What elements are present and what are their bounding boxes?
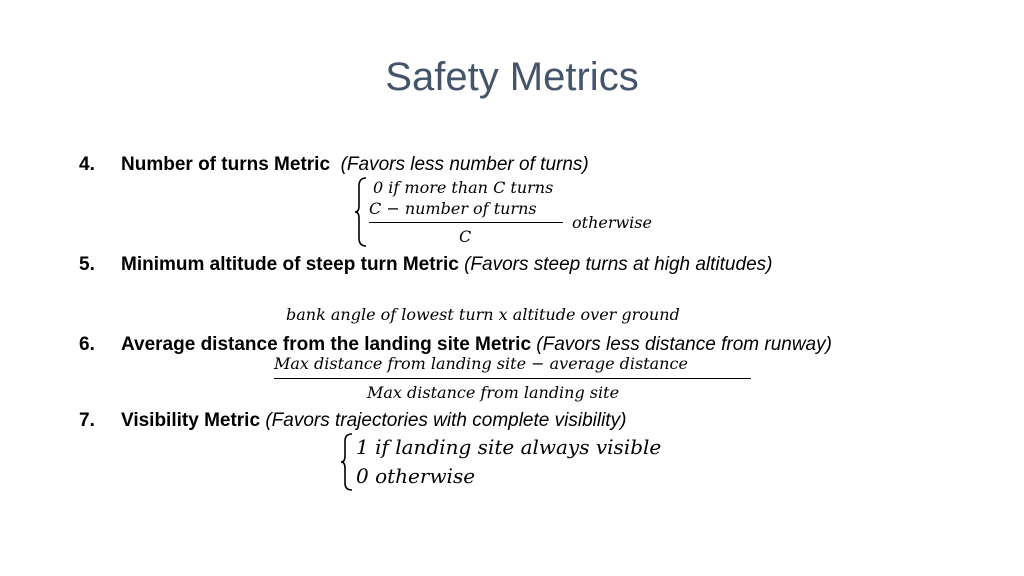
slide-title: Safety Metrics — [385, 55, 639, 99]
formula-case: 0 otherwise — [356, 464, 476, 488]
metric-heading — [121, 410, 626, 432]
formula-denominator: Max distance from landing site — [367, 383, 620, 402]
item-number: 4. — [79, 154, 95, 175]
item-number: 6. — [79, 334, 95, 355]
item-number: 7. — [79, 410, 95, 431]
formula-numerator: C − number of turns — [369, 199, 537, 218]
left-brace-icon — [354, 176, 370, 248]
metric-note: (Favors steep turns at high altitudes) — [464, 254, 773, 275]
metric-note: (Favors trajectories with complete visibility) — [265, 410, 627, 431]
left-brace-icon — [340, 432, 356, 492]
metric-heading — [121, 154, 589, 176]
metric-note: (Favors less distance from runway) — [536, 334, 832, 355]
formula-otherwise: otherwise — [572, 213, 652, 232]
metric-heading — [121, 334, 832, 356]
metric-label: Average distance from the landing site Metric — [121, 334, 532, 355]
metric-label: Visibility Metric — [121, 410, 261, 431]
formula-numerator: Max distance from landing site − average distance — [274, 354, 688, 373]
formula-case: 0 if more than C turns — [373, 178, 554, 197]
formula-case: 1 if landing site always visible — [356, 435, 662, 459]
metric-label: Number of turns Metric — [121, 154, 331, 175]
metric-note: (Favors less number of turns) — [340, 154, 589, 175]
formula-expression: bank angle of lowest turn x altitude over ground — [286, 305, 680, 324]
metric-label: Minimum altitude of steep turn Metric — [121, 254, 459, 275]
metric-heading — [121, 254, 772, 276]
fraction-bar — [274, 378, 751, 379]
item-number: 5. — [79, 254, 95, 275]
formula-denominator: C — [459, 227, 472, 246]
fraction-bar — [369, 222, 563, 223]
